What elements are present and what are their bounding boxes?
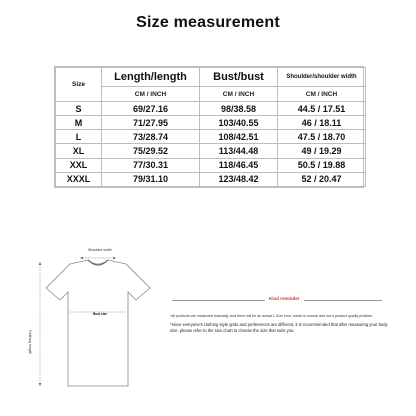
bust-cell: 118/46.45 (200, 158, 278, 172)
shoulder-arrow-left (80, 257, 83, 260)
length-arrow-bottom (39, 383, 42, 386)
size-cell: XXXL (56, 172, 102, 186)
size-header: Size (56, 68, 102, 102)
shoulder-cell: 49 / 19.29 (278, 144, 366, 158)
length-cell: 75/29.52 (102, 144, 200, 158)
tshirt-outline (46, 260, 150, 386)
table-row (56, 158, 366, 172)
length-cell: 77/30.31 (102, 158, 200, 172)
size-cell: L (56, 130, 102, 144)
bust-cell: 98/38.58 (200, 102, 278, 116)
shoulder-cell: 47.5 / 18.70 (278, 130, 366, 144)
shoulder-width-label: Shoulder width (88, 248, 112, 252)
length-unit: CM / INCH (102, 87, 200, 102)
length-cell: 73/28.74 (102, 130, 200, 144)
table-row (56, 130, 366, 144)
clothing-length-label: Clothing length (28, 330, 32, 354)
size-cell: S (56, 102, 102, 116)
shoulder-cell: 52 / 20.47 (278, 172, 366, 186)
tshirt-diagram (26, 248, 166, 398)
table-row (56, 116, 366, 130)
shoulder-unit: CM / INCH (278, 87, 366, 102)
shoulder-cell: 46 / 18.11 (278, 116, 366, 130)
size-advice-note: *since everyone's clothing style grids and preferences are different, it is recommended that after measuring your body size, please refer to the size chart to choose the size that suits you. (170, 322, 388, 333)
length-cell: 71/27.95 (102, 116, 200, 130)
shoulder-cell: 44.5 / 17.51 (278, 102, 366, 116)
bust-unit: CM / INCH (200, 87, 278, 102)
kind-reminder-heading: Kind reminder (265, 296, 304, 301)
bust-cell: 103/40.55 (200, 116, 278, 130)
size-chart-table (54, 66, 364, 188)
shoulder-header: Shoulder/shoulder width (278, 68, 366, 87)
size-cell: M (56, 116, 102, 130)
bust-cell: 113/44.48 (200, 144, 278, 158)
table-row (56, 144, 366, 158)
bust-header: Bust/bust (200, 68, 278, 87)
shoulder-cell: 50.5 / 19.88 (278, 158, 366, 172)
measurement-error-note: *all products are measured manually, and there will be an actual 1-3cm error, which is normal and not a product quality problem. (170, 314, 374, 318)
length-cell: 69/27.16 (102, 102, 200, 116)
table-row (56, 172, 366, 186)
bust-cell: 108/42.51 (200, 130, 278, 144)
bust-cell: 123/48.42 (200, 172, 278, 186)
bust-size-label: Bust size (93, 312, 107, 316)
table-row (56, 102, 366, 116)
shoulder-arrow-right (113, 257, 116, 260)
length-header: Length/length (102, 68, 200, 87)
length-cell: 79/31.10 (102, 172, 200, 186)
size-cell: XXL (56, 158, 102, 172)
page-title: Size measurement (136, 14, 280, 31)
size-cell: XL (56, 144, 102, 158)
length-arrow-top (39, 262, 42, 265)
